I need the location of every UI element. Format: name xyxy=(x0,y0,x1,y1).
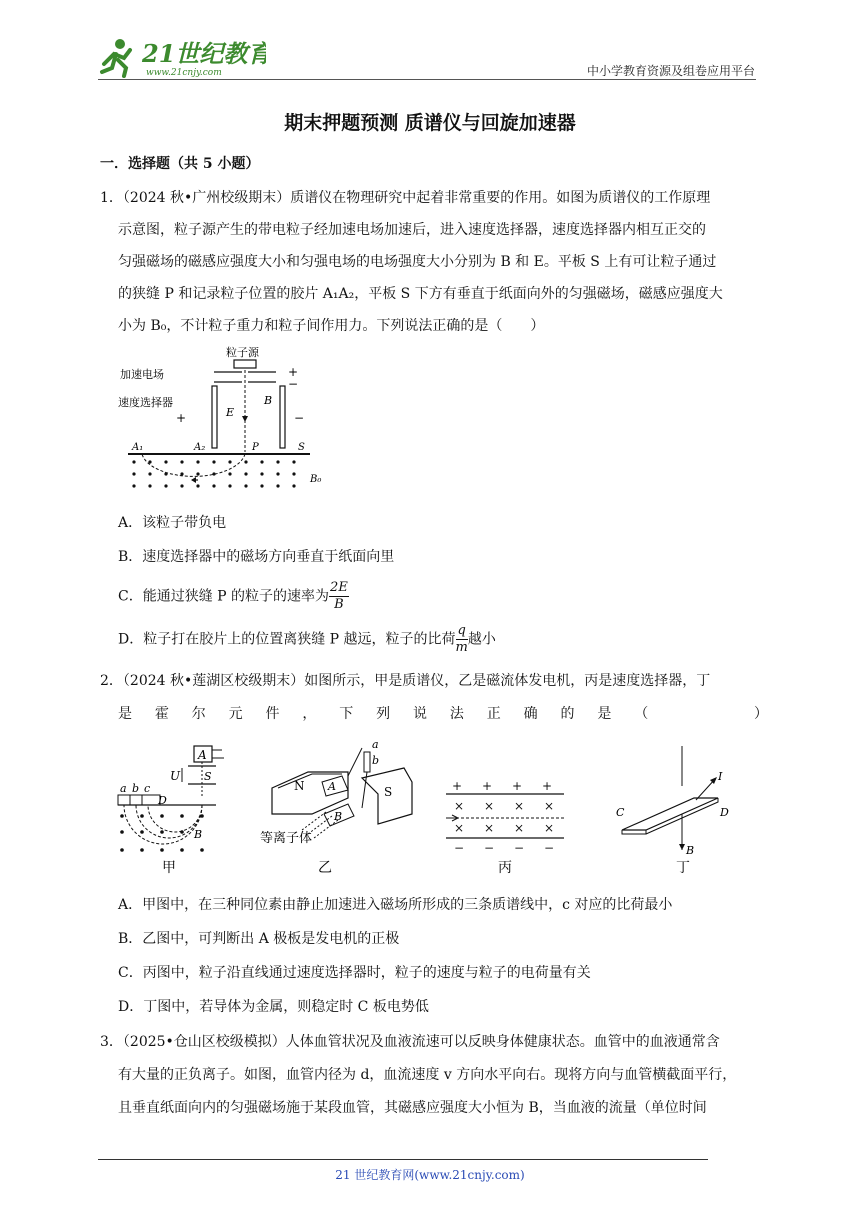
svg-text:A: A xyxy=(328,780,336,793)
svg-text:b: b xyxy=(372,754,380,767)
q1-option-b: B．速度选择器中的磁场方向垂直于纸面向里 xyxy=(118,549,395,565)
footer-link[interactable]: 21 世纪教育网(www.21cnjy.com) xyxy=(335,1168,525,1182)
logo-url: www.21cnjy.com xyxy=(146,68,222,78)
caption-ding: 丁 xyxy=(676,860,690,876)
figure-ding xyxy=(616,746,729,876)
label-P: P xyxy=(252,442,259,453)
q1-option-c-text: C．能通过狭缝 P 的粒子的速率为 xyxy=(118,588,330,605)
svg-text:×: × xyxy=(544,799,555,813)
q1-option-d-text: D．粒子打在胶片上的位置离狭缝 P 越远，粒子的比荷 xyxy=(118,631,456,648)
label-B: B xyxy=(264,394,273,407)
label-A1: A₁ xyxy=(132,442,144,453)
q3-line-3: 且垂直纸面向内的匀强磁场施于某段血管，其磁感应强度大小恒为 B，当血液的流量（单位时间 xyxy=(118,1100,707,1116)
svg-text:a: a xyxy=(120,782,127,795)
label-plus-top: + xyxy=(288,365,299,379)
q1-line-1: 1．（2024 秋•广州校级期末）质谱仪在物理研究中起着非常重要的作用。如图为质谱仪的工作原理 xyxy=(100,190,711,206)
label-velocity-selector: 速度选择器 xyxy=(118,396,173,409)
svg-text:B: B xyxy=(194,828,203,841)
caption-jia: 甲 xyxy=(162,860,176,876)
q1-option-a: A．该粒子带负电 xyxy=(118,515,227,531)
label-particle-source: 粒子源 xyxy=(226,346,259,359)
svg-text:b: b xyxy=(132,782,140,795)
svg-text:B: B xyxy=(334,810,343,823)
svg-text:等离子体: 等离子体 xyxy=(260,831,313,846)
svg-text:a: a xyxy=(372,738,379,751)
svg-text:I: I xyxy=(718,770,723,783)
q2-line-1: 2．（2024 秋•莲湖区校级期末）如图所示，甲是质谱仪，乙是磁流体发电机，丙是速度选择器，丁 xyxy=(100,673,711,689)
logo xyxy=(96,34,266,78)
svg-text:−: − xyxy=(484,841,495,855)
label-B0: B₀ xyxy=(310,474,322,485)
footer-divider xyxy=(98,1159,708,1160)
q1-line-4: 的狭缝 P 和记录粒子位置的胶片 A₁A₂，平板 S 下方有垂直于纸面向外的匀强磁场，磁感应强度大 xyxy=(118,286,723,302)
q2-line-2: 是 霍 尔 元 件 ， 下 列 说 法 正 确 的 是 （ ） xyxy=(118,706,768,722)
svg-text:−: − xyxy=(454,841,465,855)
label-minus-top: − xyxy=(288,377,299,391)
svg-text:−: − xyxy=(514,841,525,855)
svg-text:D: D xyxy=(720,806,729,819)
q2-option-c: C．丙图中，粒子沿直线通过速度选择器时，粒子的速度与粒子的电荷量有关 xyxy=(118,965,591,981)
logo-text: 21世纪教育 xyxy=(142,39,266,68)
svg-text:S: S xyxy=(384,785,393,799)
svg-text:−: − xyxy=(544,841,555,855)
svg-text:×: × xyxy=(454,821,465,835)
q2-option-d: D．丁图中，若导体为金属，则稳定时 C 板电势低 xyxy=(118,999,429,1015)
caption-bing: 丙 xyxy=(498,860,512,876)
q3-line-2: 有大量的正负离子。如图，血管内径为 d，血流速度 v 方向水平向右。现将方向与血管横截面平行， xyxy=(118,1067,737,1083)
svg-text:+: + xyxy=(542,779,553,793)
svg-text:N: N xyxy=(294,779,305,793)
label-plus-left: + xyxy=(176,411,187,425)
q1-line-2: 示意图，粒子源产生的带电粒子经加速电场加速后，进入速度选择器，速度选择器内相互正交的 xyxy=(118,222,706,238)
page-title: 期末押题预测 质谱仪与回旋加速器 xyxy=(284,112,576,134)
q1-line-3: 匀强磁场的磁感应强度大小和匀强电场的电场强度大小分别为 B 和 E。平板 S 上有可让粒子通过 xyxy=(118,254,717,270)
q1-option-c-fraction: $\frac{2E}{B}$ xyxy=(330,580,348,612)
header-platform-text: 中小学教育资源及组卷应用平台 xyxy=(586,64,755,78)
q1-option-d-suffix: 越小 xyxy=(467,631,496,648)
label-accel-field: 加速电场 xyxy=(120,368,164,381)
q2-option-a: A．甲图中，在三种同位素由静止加速进入磁场所形成的三条质谱线中，c 对应的比荷最小 xyxy=(118,897,673,913)
svg-text:×: × xyxy=(514,821,525,835)
q2-figures xyxy=(112,738,752,878)
svg-text:S: S xyxy=(204,770,212,783)
q3-line-1: 3．（2025•仓山区校级模拟）人体血管状况及血液流速可以反映身体健康状态。血管中的血液通常含 xyxy=(100,1034,720,1050)
header-divider xyxy=(98,79,756,80)
q1-option-d-fraction: $\frac{q}{m}$ xyxy=(455,623,468,655)
svg-text:×: × xyxy=(484,799,495,813)
svg-text:U: U xyxy=(170,769,181,783)
svg-text:+: + xyxy=(482,779,493,793)
svg-text:×: × xyxy=(454,799,465,813)
svg-text:A: A xyxy=(198,748,207,762)
svg-text:c: c xyxy=(144,782,151,795)
label-S: S xyxy=(298,442,305,453)
figure-yi xyxy=(260,738,412,876)
svg-text:×: × xyxy=(484,821,495,835)
section-heading: 一．选择题（共 5 小题） xyxy=(100,156,260,172)
svg-text:×: × xyxy=(514,799,525,813)
q1-line-5: 小为 B₀，不计粒子重力和粒子间作用力。下列说法正确的是（ ） xyxy=(118,318,545,334)
svg-text:+: + xyxy=(452,779,463,793)
q1-option-c xyxy=(118,580,349,613)
label-E: E xyxy=(226,406,235,419)
figure-bing xyxy=(446,779,564,876)
svg-text:+: + xyxy=(512,779,523,793)
q2-option-b: B．乙图中，可判断出 A 极板是发电机的正极 xyxy=(118,931,400,947)
caption-yi: 乙 xyxy=(318,860,332,876)
q1-mass-spectrometer-figure xyxy=(114,344,334,496)
svg-text:C: C xyxy=(616,806,625,819)
svg-text:B: B xyxy=(686,844,695,857)
svg-text:D: D xyxy=(158,794,167,807)
logo-runner-icon xyxy=(96,34,266,78)
figure-jia xyxy=(118,746,224,876)
q1-option-d xyxy=(118,623,496,656)
label-minus-right: − xyxy=(294,411,305,425)
svg-text:×: × xyxy=(544,821,555,835)
label-A2: A₂ xyxy=(194,442,206,453)
